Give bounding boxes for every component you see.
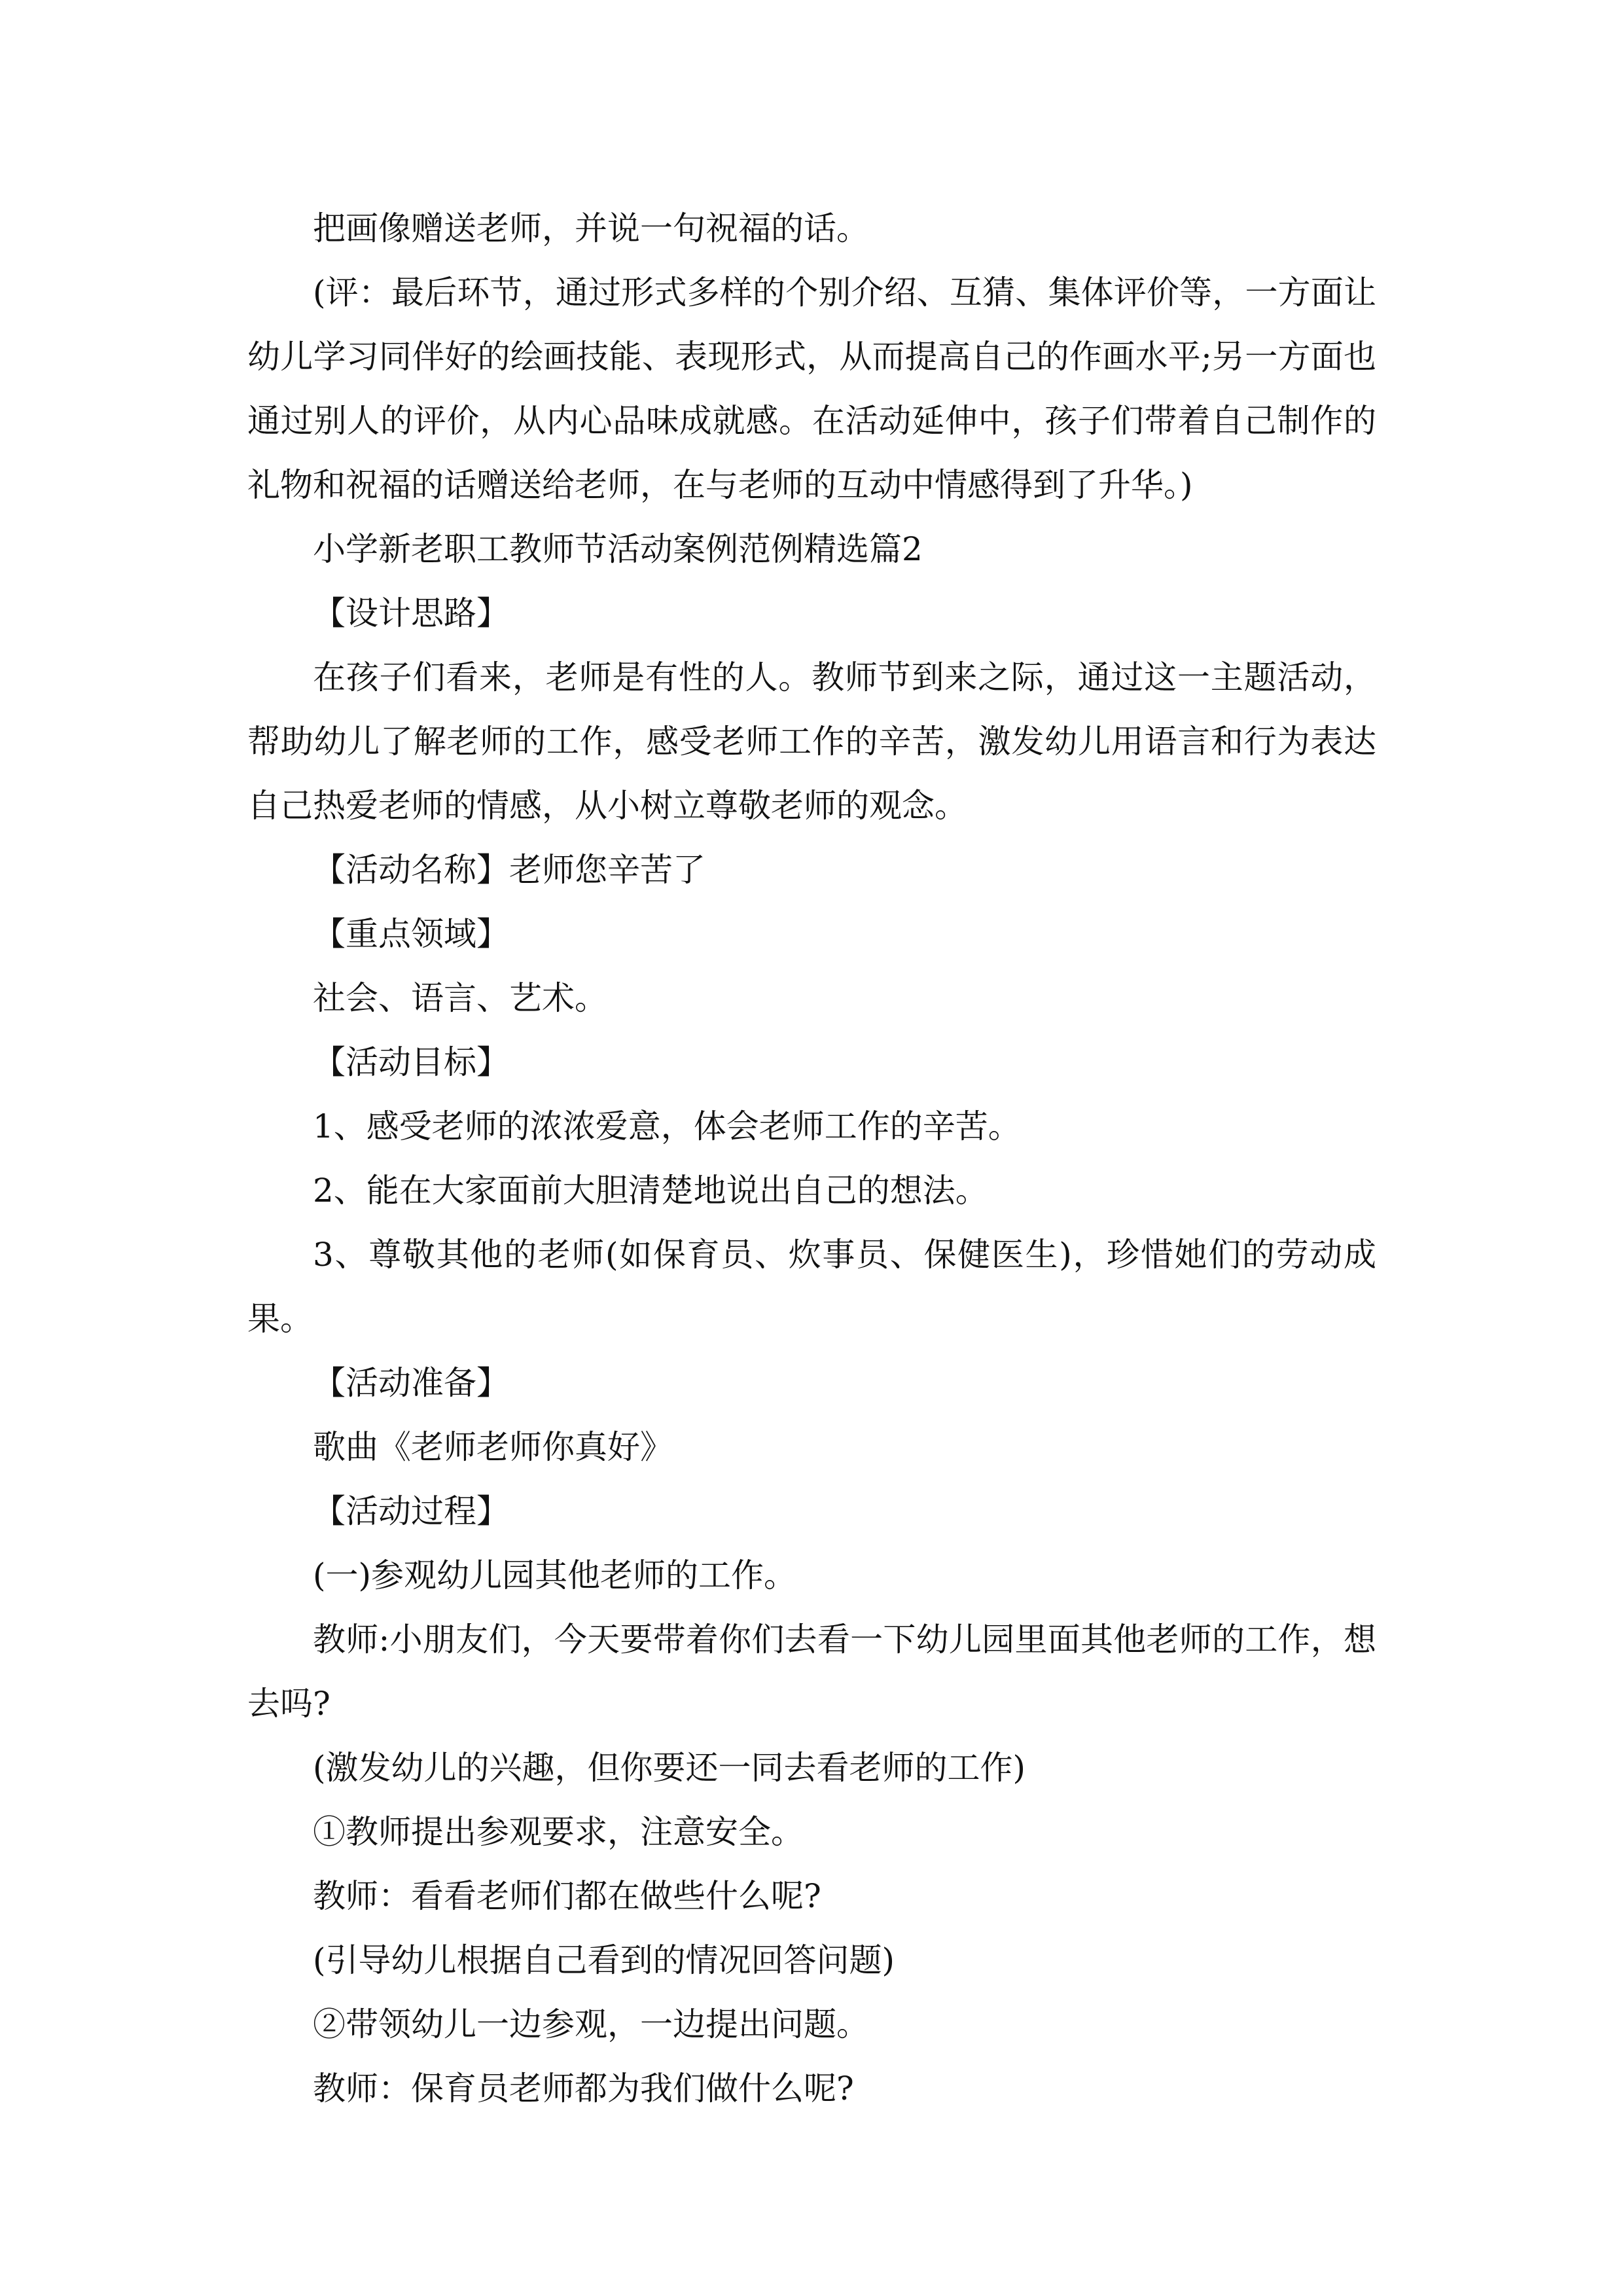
heading-activity-name: 【活动名称】老师您辛苦了 (313, 851, 705, 889)
process-substep-1: ①教师提出参观要求，注意安全。 (313, 1813, 804, 1851)
paragraph-song: 歌曲《老师老师你真好》 (313, 1428, 673, 1466)
heading-design-idea: 【设计思路】 (313, 594, 509, 632)
section-title-case-2: 小学新老职工教师节活动案例范例精选篇2 (313, 530, 923, 568)
paragraph-key-areas: 社会、语言、艺术。 (313, 979, 607, 1017)
goal-item-3: 3、尊敬其他的老师(如保育员、炊事员、保健医生)，珍惜她们的劳动成果。 (247, 1236, 1376, 1338)
paragraph-design-idea: 在孩子们看来，老师是有性的人。教师节到来之际，通过这一主题活动，帮助幼儿了解老师的工作，感受老师工作的辛苦，激发幼儿用语言和行为表达自己热爱老师的情感，从小树立尊敬老师的观念。 (247, 658, 1376, 825)
heading-key-areas: 【重点领域】 (313, 915, 509, 953)
paragraph-evaluation-note: (评：最后环节，通过形式多样的个别介绍、互猜、集体评价等，一方面让幼儿学习同伴好的绘画技能、表现形式，从而提高自己的作画水平;另一方面也通过别人的评价，从内心品味成就感。在活动延伸中，孩子们带着自己制作的礼物和祝福的话赠送给老师，在与老师的互动中情感得到了升华。) (247, 274, 1376, 504)
heading-activity-process: 【活动过程】 (313, 1492, 509, 1530)
goal-item-2: 2、能在大家面前大胆清楚地说出自己的想法。 (313, 1172, 988, 1210)
goal-item-1: 1、感受老师的浓浓爱意，体会老师工作的辛苦。 (313, 1107, 1021, 1145)
process-substep-2: ②带领幼儿一边参观，一边提出问题。 (313, 2005, 869, 2043)
heading-activity-preparation: 【活动准备】 (313, 1364, 509, 1402)
teacher-line-2: 教师：看看老师们都在做些什么呢? (313, 1877, 821, 1915)
teacher-line-3: 教师：保育员老师都为我们做什么呢? (313, 2070, 854, 2108)
heading-activity-goals: 【活动目标】 (313, 1043, 509, 1081)
document-body (247, 196, 1376, 2121)
process-step-1: (一)参观幼儿园其他老师的工作。 (313, 1556, 797, 1594)
teacher-line-1: 教师:小朋友们，今天要带着你们去看一下幼儿园里面其他老师的工作，想去吗? (247, 1621, 1376, 1723)
note-guide: (引导幼儿根据自己看到的情况回答问题) (313, 1941, 895, 1979)
paragraph-gift-portrait: 把画像赠送老师，并说一句祝福的话。 (313, 209, 869, 247)
note-interest: (激发幼儿的兴趣，但你要还一同去看老师的工作) (313, 1749, 1026, 1787)
